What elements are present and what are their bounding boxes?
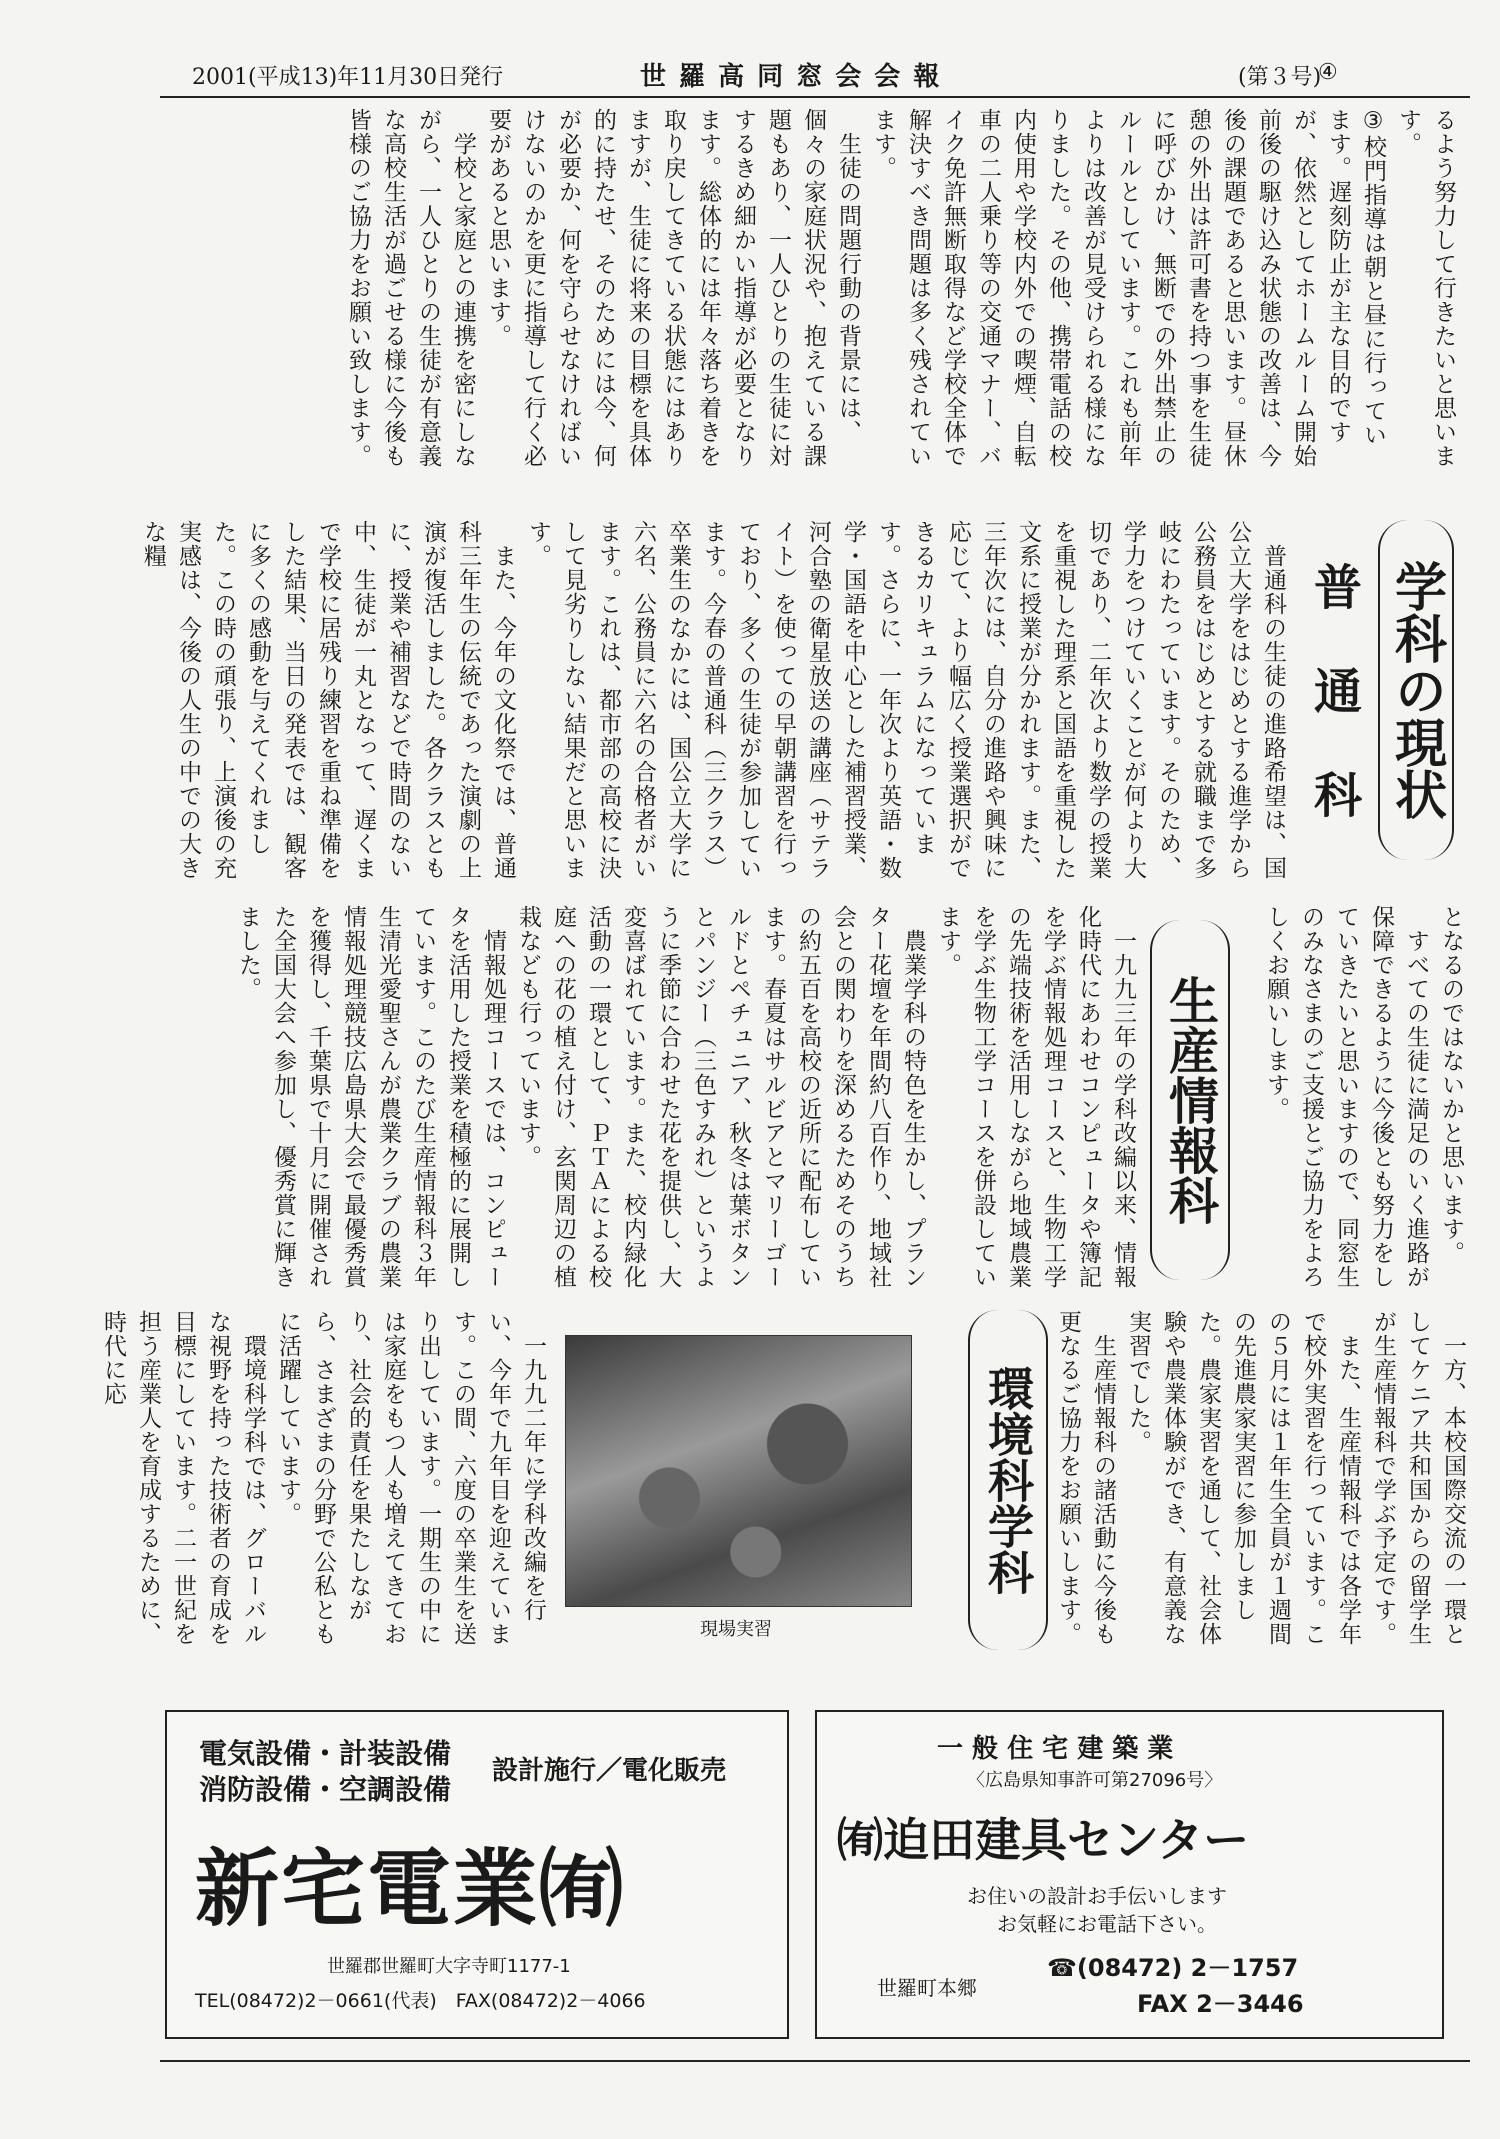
seisan-heading: 生産情報科 xyxy=(1150,920,1230,1280)
ad-services-side: 設計施行／電化販売 xyxy=(492,1756,727,1786)
issue-date: 2001(平成13)年11月30日発行 xyxy=(192,65,504,90)
ad-address: 世羅郡世羅町大字寺町1177-1 xyxy=(327,1956,571,1977)
ad-slogan-2: お気軽にお電話下さい。 xyxy=(997,1912,1217,1936)
ad-fax: FAX 2－3446 xyxy=(1137,1990,1304,2018)
page-number: ④ xyxy=(1318,60,1338,85)
issue-number: (第３号) xyxy=(1238,65,1322,90)
seisan-continuation-text: 一方、本校国際交流の一環としてケニア共和国からの留学生が生産情報科で学ぶ予定です。 また、生産情報科では各学年で校外実習を行っています。この５月には１年生全員が１週間の先進農家実習に参加しました。農家実習を通して、社会体験や農業体験ができ、有意義な実習でした。 生産情報科の諸活動に今後も更なるご協力をお願いします。 xyxy=(1055,1310,1466,1646)
discipline-article-text: るよう努力して行きたいと思います。 ③校門指導は朝と昼に行っています。遅刻防止が主な目的ですが、依然としてホームルーム開始前後の駆け込み状態の改善は、今後の課題であると思います。昼休憩の外出は許可書を持つ事を生徒に呼びかけ、無断での外出禁止のルールとしています。これも前年よりは改善が見受けられる様になりました。その他、携帯電話の校内使用や学校内外での喫煙、自転車の二人乗り等の交通マナー、バイク免許無断取得など学校全体で解決すべき問題は多く残されています。 生徒の問題行動の背景には、個々の家庭状況や、抱えている課題もあり、一人ひとりの生徒に対するきめ細かい指導が必要となります。総体的には年々落ち着きを取り戻してきている状態にはありますが、生徒に将来の目標を具体的に持たせ、そのためには今、何が必要か、何を守らせなければいけないのかを更に指導して行く必要があると思います。 学校と家庭との連携を密にしながら、一人ひとりの生徒が有意義な高校生活が過ごせる様に今後も皆様のご協力をお願い致します。 xyxy=(345,108,1456,468)
ad-services-line1: 電気設備・計装設備 xyxy=(199,1737,452,1770)
section-heading: 学科の現状 xyxy=(1378,520,1454,860)
ad-sakoda-tategu xyxy=(815,1710,1444,2039)
header-rule xyxy=(160,96,1470,98)
ad-phone: TEL(08472)2－0661(代表) FAX(08472)2－4066 xyxy=(195,1990,646,2012)
ad-services-line2: 消防設備・空調設備 xyxy=(199,1773,452,1806)
ad-location: 世羅町本郷 xyxy=(877,1976,977,2000)
futsuka-heading: 普 通 科 xyxy=(1305,562,1362,818)
ad-company-name: ㈲迫田建具センター xyxy=(837,1813,1250,1867)
futsuka-text: 普通科の生徒の進路希望は、国公立大学をはじめとする進学から公務員をはじめとする就職まで多岐にわたっています。そのため、学力をつけていくことが何より大切であり、二年次より数学の授業を重視した理系と国語を重視した文系に授業が分かれます。また、三年次には、自分の進路や興味に応じて、より幅広く授業選択ができるカリキュラムになっています。さらに、一年次より英語・数学・国語を中心とした補習授業、河合塾の衛星放送の講座（サテライト）を使っての早朝講習を行っており、多くの生徒が参加しています。今春の普通科（三クラス）卒業生のなかには、国公立大学に六名、公務員に六名の合格者がいます。これは、都市部の高校に決して見劣りしない結果だと思います。 また、今年の文化祭では、普通科三年生の伝統であった演劇の上演が復活しました。各クラスともに、授業や補習などで時間のない中、生徒が一丸となって、遅くまで学校に居残り練習を重ね準備をした結果、当日の発表では、観客に多くの感動を与えてくれました。この時の頑張り、上演後の充実感は、今後の人生の中での大きな糧 xyxy=(140,520,1286,880)
footer-rule xyxy=(160,2060,1470,2062)
ad-license: 〈広島県知事許可第27096号〉 xyxy=(967,1770,1223,1791)
ad-slogan-1: お住いの設計お手伝いします xyxy=(967,1884,1227,1908)
photo-caption: 現場実習 xyxy=(700,1619,772,1640)
ad-company-name: 新宅電業㈲ xyxy=(195,1840,626,1938)
seisan-text: 一九九三年の学科改編以来、情報化時代にあわせコンピュータや簿記を学ぶ情報処理コースと、生物工学の先端技術を活用しながら地域農業を学ぶ生物工学コースを併設しています。 農業学科の特色を生かし、プランター花壇を年間約八百作り、地域社会との関わりを深めるためそのうちの約五百を高校の近所に配布しています。春夏はサルビアとマリーゴールドとペチュニア、秋冬は葉ボタンとパンジー（三色すみれ）というように季節に合わせた花を提供し、大変喜ばれています。また、校内緑化活動の一環として、ＰＴＡによる校庭への花の植え付け、玄関周辺の植栽なども行っています。 情報処理コースでは、コンピュータを活用した授業を積極的に展開しています。このたび生産情報科３年生清光愛聖さんが農業クラブの農業情報処理競技広島県大会で最優秀賞を獲得し、千葉県で十月に開催された全国大会へ参加し、優秀賞に輝きました。 xyxy=(235,905,1136,1289)
kankyo-text: 一九九二年に学科改編を行い、今年で九年目を迎えています。この間、六度の卒業生を送り出しています。一期生の中には家庭をもつ人も増えてきており、社会的責任を果たしながら、さまざまの分野で公私ともに活躍しています。 環境科学科では、グローバルな視野を持った技術者の育成を目標にしています。二一世紀を担う産業人を育成するために、時代に応 xyxy=(100,1310,546,1646)
kankyo-heading: 環境科学科 xyxy=(968,1310,1048,1650)
ad-shintaku-denki xyxy=(165,1710,789,2039)
field-practice-photo xyxy=(565,1335,912,1607)
futsuka-conclusion-text: となるのではないかと思います。 すべての生徒に満足のいく進路が保障できるように今後とも努力をしていきたいと思いますので、同窓生のみなさまのご支援とご協力をよろしくお願いします。 xyxy=(1263,905,1464,1289)
ad-business-type: 一 般 住 宅 建 築 業 xyxy=(937,1734,1174,1764)
ad-tel: ☎(08472) 2－1757 xyxy=(1047,1954,1299,1982)
newsletter-title: 世 羅 高 同 窓 会 会 報 xyxy=(640,62,942,92)
